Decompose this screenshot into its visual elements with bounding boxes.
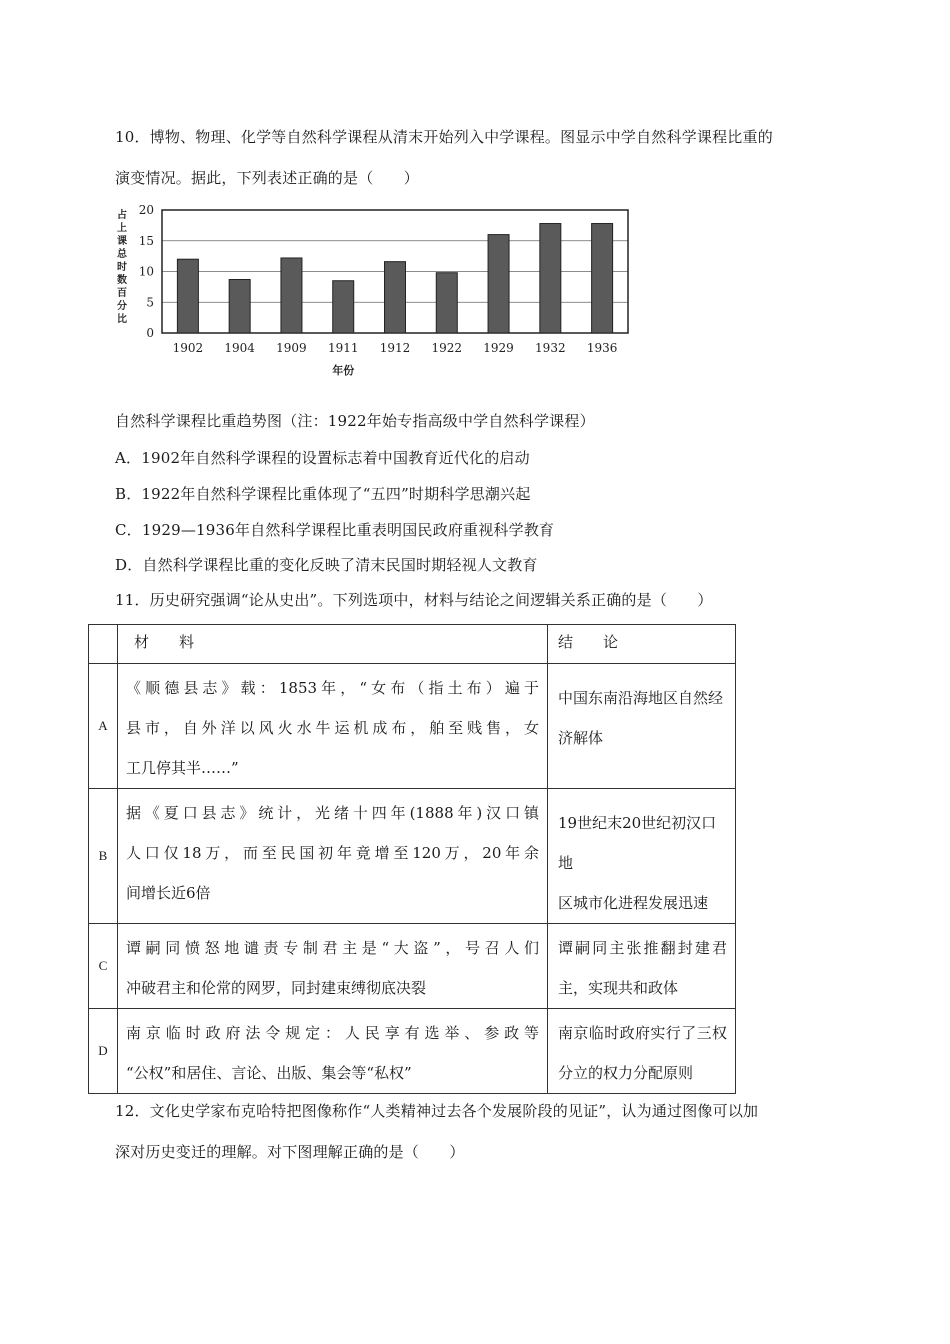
x-tick-label: 1929 [483,341,514,355]
row-material [118,664,548,789]
q11-table [88,624,736,1094]
row-conclusion [548,924,736,1009]
q10-stem-line1: 10．博物、物理、化学等自然科学课程从清末开始列入中学课程。图显示中学自然科学课程比重的 [115,128,773,146]
x-tick-label: 1922 [431,341,463,355]
chart-bars [177,224,612,333]
bar-1904 [229,279,250,333]
bar-1922 [436,273,457,333]
y-tick-label: 5 [146,295,154,310]
material-line: 谭嗣同愤怒地谴责专制君主是“大盗”，号召人们 [126,939,539,957]
bar-1902 [177,259,198,333]
q11-stem: 11．历史研究强调“论从史出”。下列选项中，材料与结论之间逻辑关系正确的是（ ） [115,591,713,609]
conclusion-line: 分立的权力分配原则 [558,1064,694,1082]
y-tick-label: 15 [138,233,154,248]
bar-1929 [488,235,509,333]
header-material: 材 料 [118,625,548,664]
material-line: 南京临时政府法令规定：人民享有选举、参政等 [126,1024,539,1042]
table-header-row [89,625,736,664]
table-row [89,924,736,1009]
x-tick-label: 1912 [379,341,411,355]
header-empty-cell [89,625,118,664]
y-axis-label-text: 占上课总时数百分比 [117,210,127,325]
q10-caption: 自然科学课程比重趋势图（注：1922年始专指高级中学自然科学课程） [115,412,595,430]
conclusion-line: 中国东南沿海地区自然经 [558,689,724,707]
conclusion-line: 主，实现共和政体 [558,979,679,997]
q10-bar-chart [112,200,632,385]
y-tick-label: 10 [138,264,154,279]
conclusion-line: 19世纪末20世纪初汉口地 [558,814,717,872]
x-tick-label: 1932 [535,341,566,355]
material-line: 人口仅18万，而至民国初年竟增至120万，20年余 [126,844,539,862]
chart-svg [112,200,632,385]
row-letter: D [89,1009,118,1094]
bar-1936 [592,224,613,333]
row-conclusion [548,664,736,789]
q12-stem-line2: 深对历史变迁的理解。对下图理解正确的是（ ） [115,1143,465,1161]
x-tick-label: 1909 [276,341,307,355]
table-row [89,664,736,789]
row-conclusion [548,789,736,924]
y-tick-labels [139,203,154,340]
row-letter: C [89,924,118,1009]
row-conclusion [548,1009,736,1094]
y-tick-label: 0 [146,326,154,340]
y-tick-label: 20 [138,203,154,217]
conclusion-line: 谭嗣同主张推翻封建君 [558,939,727,957]
header-conclusion: 结 论 [548,625,736,664]
row-letter: A [89,664,118,789]
material-line: “公权”和居住、言论、出版、集会等“私权” [126,1064,412,1082]
q10-option-b: B．1922年自然科学课程比重体现了“五四”时期科学思潮兴起 [115,485,531,503]
q10-option-d: D．自然科学课程比重的变化反映了清末民国时期轻视人文教育 [115,556,538,574]
x-tick-label: 1902 [172,341,204,355]
conclusion-line: 南京临时政府实行了三权 [558,1024,727,1042]
x-tick-labels [173,341,618,355]
conclusion-line: 区城市化进程发展迅速 [558,894,709,912]
material-line: 间增长近6倍 [126,884,211,902]
material-line: 《顺德县志》载：1853年，“女布（指土布）遍于 [126,679,539,697]
material-line: 工几停其半……” [126,759,239,777]
row-material [118,924,548,1009]
q10-stem-line2: 演变情况。据此，下列表述正确的是（ ） [115,169,420,187]
y-axis-label [117,208,128,325]
bar-1912 [385,262,406,333]
q10-option-a: A．1902年自然科学课程的设置标志着中国教育近代化的启动 [115,449,530,467]
bar-1909 [281,258,302,333]
x-axis-label: 年份 [332,364,355,377]
table-row [89,789,736,924]
material-line: 冲破君主和伦常的网罗，同封建束缚彻底决裂 [126,979,427,997]
row-material [118,1009,548,1094]
conclusion-line: 济解体 [558,729,604,747]
material-line: 县市，自外洋以风火水牛运机成布，舶至贱售，女 [126,719,539,737]
table-row [89,1009,736,1094]
q10-option-c: C．1929—1936年自然科学课程比重表明国民政府重视科学教育 [115,521,555,539]
x-tick-label: 1936 [586,341,618,355]
x-tick-label: 1904 [224,341,255,355]
x-tick-label: 1911 [327,341,359,355]
row-letter: B [89,789,118,924]
q12-stem-line1: 12．文化史学家布克哈特把图像称作“人类精神过去各个发展阶段的见证”，认为通过图像可以加 [115,1102,759,1120]
row-material [118,789,548,924]
bar-1932 [540,224,561,333]
material-line: 据《夏口县志》统计，光绪十四年(1888年)汉口镇 [126,804,539,822]
bar-1911 [333,281,354,333]
